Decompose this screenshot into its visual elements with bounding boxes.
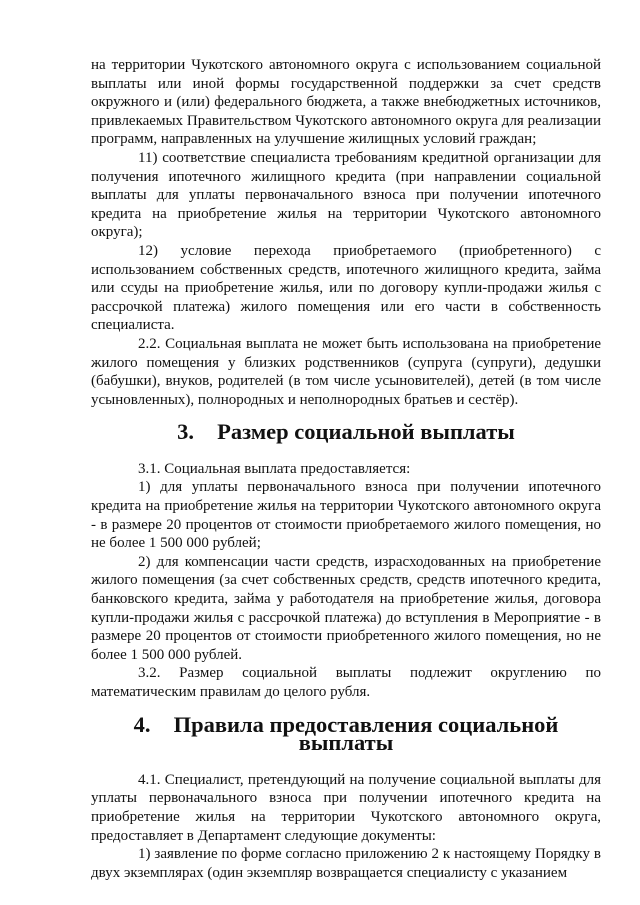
paragraph-territory: на территории Чукотского автономного округа с использованием социальной выплаты или иной формы государственной поддержки за счет средств окружного и (или) федерального бюджета, а также внебюджетных источников, привлекаемых Правительством Чукотского автономного округа для реализации программ, направленных на улучшение жилищных условий граждан; — [91, 57, 601, 148]
paragraph-4-1-item-1: 1) заявление по форме согласно приложению 2 к настоящему Порядку в двух экземплярах (один экземпляр возвращается специалисту с указанием — [91, 846, 601, 881]
section-3-title: Размер социальной выплаты — [217, 419, 515, 445]
paragraph-2-2: 2.2. Социальная выплата не может быть использована на приобретение жилого помещения у близких родственников (супруга (супруги), дедушки (бабушки), внуков, родителей (в том числе усыновителей), детей (в том числе усыновленных), полнородных и неполнородных братьев и сестёр). — [91, 335, 601, 408]
paragraph-3-2: 3.2. Размер социальной выплаты подлежит округлению по математическим правилам до целого рубля. — [91, 665, 601, 700]
section-3-heading — [91, 409, 601, 460]
paragraph-3-1: 3.1. Социальная выплата предоставляется: — [138, 460, 411, 477]
paragraph-3-1-item-2: 2) для компенсации части средств, израсходованных на приобретение жилого помещения (за счет собственных средств, средств ипотечного кредита, банковского кредита, займа у работодателя на приобретение жилья, договора купли-продажи жилья с рассрочкой платежа) до вступления в Мероприятие - в размере 20 процентов от стоимости приобретенного жилого помещения, но не более 1 500 000 рублей. — [91, 553, 601, 663]
paragraph-item-11: 11) соответствие специалиста требованиям кредитной организации для получения ипотечного жилищного кредита (при направлении социальной выплаты для уплаты первоначального взноса при получении ипотечного кредита на приобретение жилья на территории Чукотского автономного округа); — [91, 149, 601, 241]
section-3-number: 3. — [177, 419, 195, 445]
section-4-title: Правила предоставления социальной выплаты — [173, 711, 559, 756]
document-page — [91, 56, 601, 882]
section-4-heading — [91, 702, 601, 771]
paragraph-3-1-item-1: 1) для уплаты первоначального взноса при получении ипотечного кредита на приобретение жилья на территории Чукотского автономного округа - в размере 20 процентов от стоимости приобретаемого жилого помещения, но не более 1 500 000 рублей; — [91, 479, 601, 552]
section-4-number: 4. — [133, 711, 151, 737]
paragraph-item-12: 12) условие перехода приобретаемого (приобретенного) с использованием собственных средств, ипотечного жилищного кредита, займа или ссуды на приобретение жилья, или по договору купли-продажи жилья с рассрочкой платежа) жилого помещения или его части в собственность специалиста. — [91, 242, 601, 334]
paragraph-4-1: 4.1. Специалист, претендующий на получение социальной выплаты для уплаты первоначального взноса при получении ипотечного кредита на приобретение жилья на территории Чукотского автономного округа, предоставляет в Департамент следующие документы: — [91, 771, 601, 844]
